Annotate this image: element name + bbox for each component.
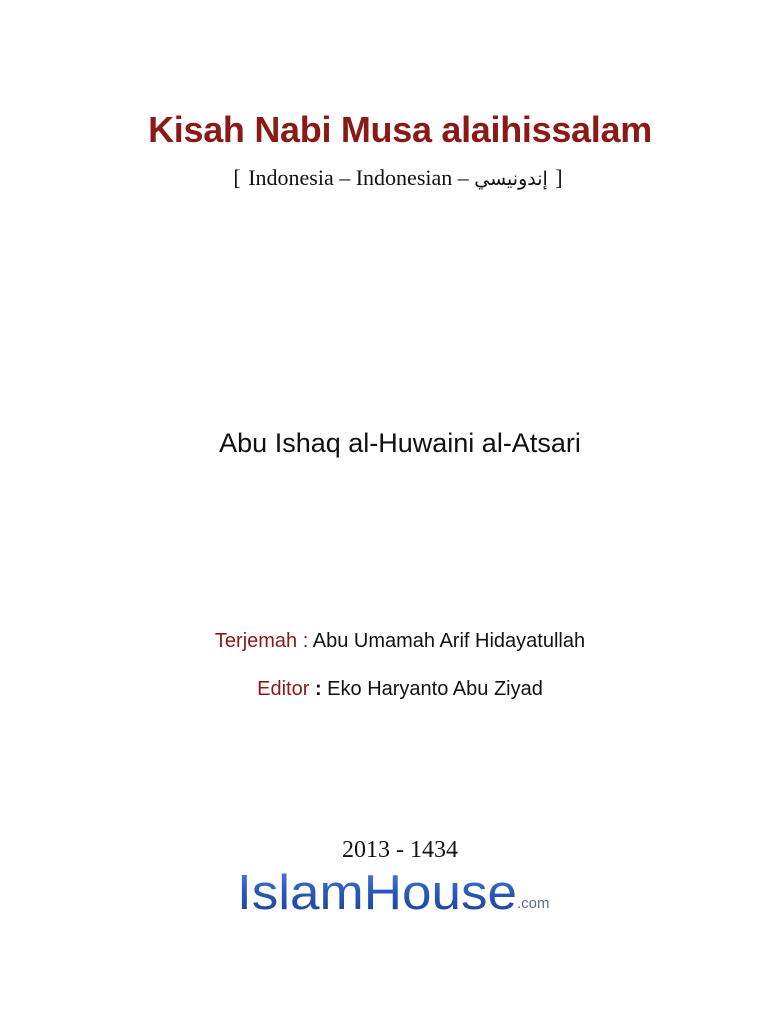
- editor-name: Eko Haryanto Abu Ziyad: [327, 678, 543, 700]
- translator-label: Terjemah :: [214, 630, 309, 652]
- publication-year: 2013 - 1434: [342, 837, 458, 863]
- logo-domain-suffix: .com: [517, 895, 550, 912]
- editor-colon: :: [314, 678, 322, 700]
- close-bracket: ]: [555, 165, 563, 190]
- document-title: Kisah Nabi Musa alaihissalam: [148, 109, 652, 150]
- logo-wordmark: IslamHouse: [237, 866, 517, 920]
- islamhouse-logo: [233, 865, 563, 921]
- editor-label: Editor: [257, 678, 310, 700]
- translator-credit: [0, 629, 768, 653]
- logo-graphic: [233, 865, 563, 921]
- language-indonesian: Indonesian: [355, 165, 453, 190]
- language-indonesia: Indonesia: [248, 165, 334, 190]
- separator-dash: –: [457, 165, 469, 190]
- language-line: [0, 165, 768, 191]
- open-bracket: [: [233, 165, 241, 190]
- editor-credit: [0, 677, 768, 701]
- separator-dash: –: [339, 165, 351, 190]
- author-name: Abu Ishaq al-Huwaini al-Atsari: [219, 428, 581, 458]
- language-arabic: إندونيسي: [474, 168, 548, 190]
- translator-name: Abu Umamah Arif Hidayatullah: [312, 630, 586, 652]
